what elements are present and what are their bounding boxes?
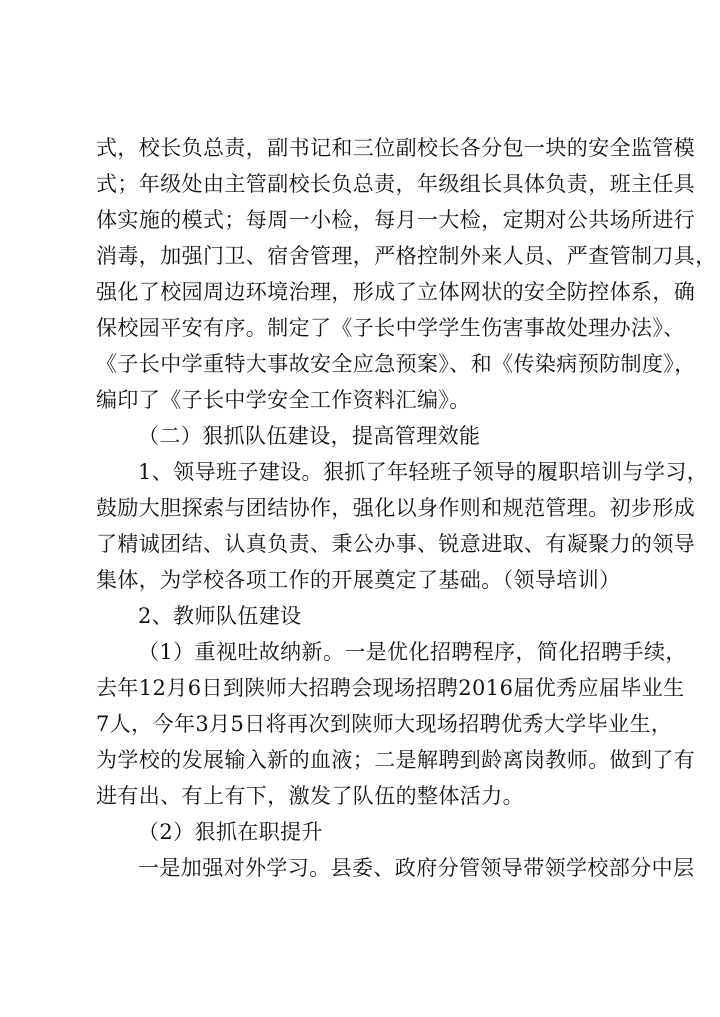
section-heading: （二）狠抓队伍建设，提高管理效能 — [138, 424, 481, 448]
text-line: 一是加强对外学习。县委、政府分管领导带领学校部分中层 — [138, 856, 695, 880]
text-line: 强化了校园周边环境治理，形成了立体网状的安全防控体系，确 — [96, 280, 696, 304]
text-line: 7人，今年3月5日将再次到陕师大现场招聘优秀大学毕业生， — [96, 712, 673, 736]
text-line: 集体，为学校各项工作的开展奠定了基础。（领导培训） — [96, 568, 621, 592]
text-line: 式，校长负总责，副书记和三位副校长各分包一块的安全监管模 — [96, 136, 696, 160]
text-line: 鼓励大胆探索与团结协作，强化以身作则和规范管理。初步形成 — [96, 496, 696, 520]
text-line: 体实施的模式；每周一小检，每月一大检，定期对公共场所进行 — [96, 208, 696, 232]
text-line: 编印了《子长中学安全工作资料汇编》。 — [96, 388, 471, 412]
text-line: 了精诚团结、认真负责、秉公办事、锐意进取、有凝聚力的领导 — [96, 532, 696, 556]
text-line: 去年12月6日到陕师大招聘会现场招聘2016届优秀应届毕业生 — [96, 676, 685, 700]
subsection-heading: 2、教师队伍建设 — [138, 604, 302, 628]
text-line: 《子长中学重特大事故安全应急预案》、和《传染病预防制度》， — [96, 352, 696, 376]
text-line: 1、领导班子建设。狠抓了年轻班子领导的履职培训与学习， — [138, 460, 709, 484]
text-line: 消毒，加强门卫、宿舍管理，严格控制外来人员、严查管制刀具， — [96, 244, 717, 268]
text-line: 式；年级处由主管副校长负总责，年级组长具体负责，班主任具 — [96, 172, 696, 196]
text-line: 为学校的发展输入新的血液；二是解聘到龄离岗教师。做到了有 — [96, 748, 696, 772]
text-line: 进有出、有上有下，激发了队伍的整体活力。 — [96, 784, 524, 808]
subsection-heading: （2）狠抓在职提升 — [138, 820, 323, 844]
text-line: （1）重视吐故纳新。一是优化招聘程序，简化招聘手续， — [138, 640, 687, 664]
text-line: 保校园平安有序。制定了《子长中学学生伤害事故处理办法》、 — [96, 316, 685, 340]
